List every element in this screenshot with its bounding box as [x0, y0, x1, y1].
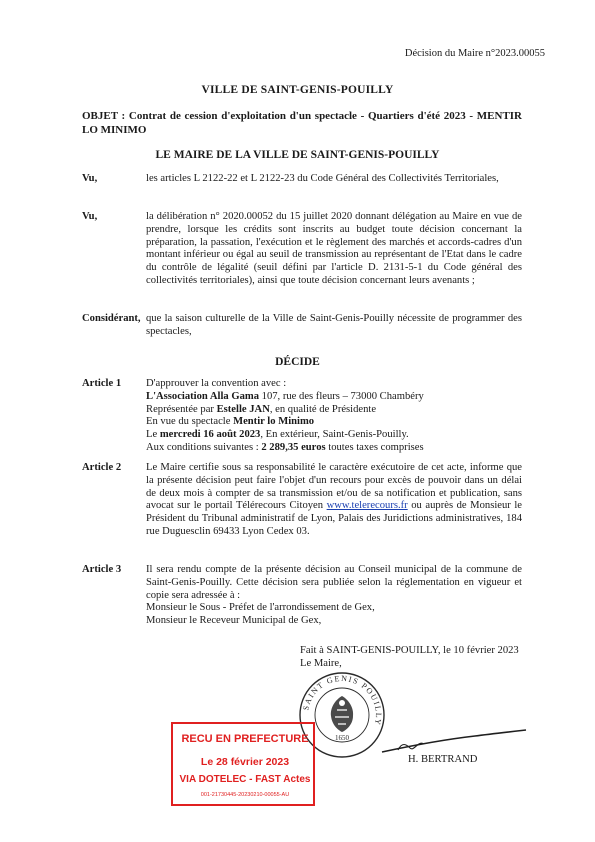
stamp-line-2: Le 28 février 2023: [200, 756, 290, 768]
seal-year: 1650: [335, 734, 349, 742]
decision-reference: Décision du Maire n°2023.00055: [404, 48, 545, 59]
telerecours-link[interactable]: www.telerecours.fr: [326, 500, 408, 512]
vu-2: [82, 211, 522, 288]
article-1: [82, 378, 522, 455]
vu-1-text: les articles L 2122-22 et L 2122-23 du Code Général des Collectivités Territoriales,: [146, 173, 499, 184]
recipient-1: Monsieur le Sous - Préfet de l'arrondissement de Gex,: [146, 602, 375, 614]
article-3-label: Article 3: [82, 564, 122, 575]
article-3-text: Il sera rendu compte de la présente décision au Conseil municipal de la commune de Saint-Genis-Pouilly. Cette décision sera publiée selon la réglementation en vigueur et copie sera adressée à :: [146, 564, 522, 601]
article-1-price: Aux conditions suivantes : 2 289,35 euros toutes taxes comprises: [146, 441, 424, 453]
show-date: mercredi 16 août 2023: [159, 429, 261, 441]
objet-text: Contrat de cession d'exploitation d'un spectacle - Quartiers d'été 2023 - MENTIR LO MINIMO: [82, 110, 523, 136]
mayor-title: LE MAIRE DE LA VILLE DE SAINT-GENIS-POUILLY: [155, 149, 440, 161]
article-1-date: Le mercredi 16 août 2023, En extérieur, Saint-Genis-Pouilly.: [146, 429, 409, 441]
stamp-line-1: RECU EN PREFECTURE: [181, 733, 309, 745]
signatory-name: H. BERTRAND: [408, 754, 478, 765]
objet-label: OBJET :: [82, 110, 126, 122]
article-1-label: Article 1: [82, 378, 122, 389]
recipient-2: Monsieur le Receveur Municipal de Gex,: [146, 615, 322, 627]
considerant: [82, 313, 522, 339]
city-title: VILLE DE SAINT-GENIS-POUILLY: [201, 84, 394, 96]
signature-role: Le Maire,: [300, 658, 342, 669]
vu-2-text: la délibération n° 2020.00052 du 15 juillet 2020 donnant délégation au Maire en vue de prendre, lorsque les crédits sont inscrits au budget toute décision concernant la préparation, la passation, l'exécution et le règlement des marchés et accords-cadres d'un montant inférieur ou égal au seuil de transmission au représentant de l'Etat dans le cadre du contrôle de légalité (seuil défini par l'article D. 2131-5-1 du Code général des collectivités territoriales), ainsi que toute décision concernant leurs avenants ;: [146, 211, 522, 286]
decide-heading: DÉCIDE: [275, 356, 320, 368]
vu-2-label: Vu,: [82, 211, 98, 222]
stamp-line-3: VIA DOTELEC - FAST Actes: [179, 774, 311, 785]
show-price: 2 289,35 euros: [261, 441, 326, 453]
considerant-label: Considérant,: [82, 313, 141, 324]
show-name: Mentir lo Minimo: [233, 416, 315, 428]
vu-1: [82, 173, 522, 186]
considerant-text: que la saison culturelle de la Ville de Saint-Genis-Pouilly nécessite de programmer des spectacles,: [146, 313, 522, 337]
seal-ring-text: SAINT GENIS POUILLY: [301, 673, 384, 727]
article-3: [82, 564, 522, 628]
article-1-association: L'Association Alla Gama 107, rue des fleurs – 73000 Chambéry: [146, 390, 424, 402]
article-2: [82, 462, 522, 539]
article-1-representative: Représentée par Estelle JAN, en qualité de Présidente: [146, 403, 377, 415]
vu-1-label: Vu,: [82, 173, 98, 184]
representative-name: Estelle JAN: [216, 403, 270, 415]
article-2-label: Article 2: [82, 462, 122, 473]
seal-emblem: [331, 696, 353, 732]
prefecture-stamp: [171, 722, 315, 806]
stamp-line-4: 001-21730445-20230210-00055-AU: [200, 792, 290, 798]
association-name: L'Association Alla Gama: [146, 390, 260, 402]
article-1-intro: D'approuver la convention avec :: [146, 378, 287, 389]
signature-place-date: Fait à SAINT-GENIS-POUILLY, le 10 février 2023: [300, 645, 519, 656]
objet-block: [82, 109, 522, 137]
article-2-text: Le Maire certifie sous sa responsabilité le caractère exécutoire de cet acte, informe que la présente décision peut faire l'objet d'un recours pour excès de pouvoir dans un délai de deux mois à compter de sa transmission et/ou de sa notification et publication, sans avocat sur le portail Télérecours Citoyen www.telerecours.fr ou auprès de Monsieur le Président du Tribunal administratif de Lyon, Palais des Juridictions administratives, 184 rue Duguesclin 69433 Lyon Cedex 03.: [146, 462, 522, 537]
article-1-show: En vue du spectacle Mentir lo Minimo: [146, 416, 315, 428]
